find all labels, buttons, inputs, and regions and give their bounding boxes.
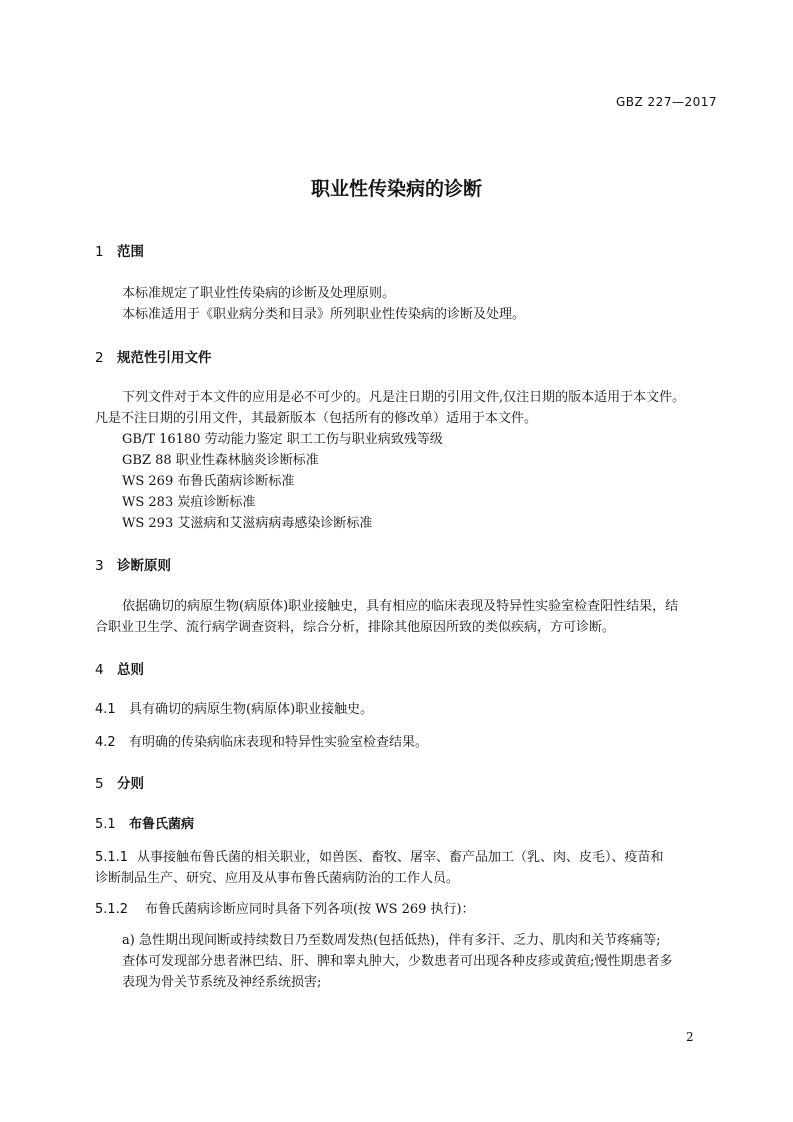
paragraph: 本标准规定了职业性传染病的诊断及处理原则。 [122, 286, 396, 301]
clause-4-1 [95, 698, 373, 717]
list-item-a: a) 急性期出现间断或持续数日乃至数周发热(包括低热)，伴有多汗、乏力、肌肉和关节疼痛等; [122, 933, 661, 948]
clause-number: 5.1.2 [95, 902, 129, 917]
section-title: 分则 [117, 776, 144, 792]
section-number: 3 [95, 558, 104, 574]
section-title: 规范性引用文件 [117, 350, 212, 366]
paragraph: 本标准适用于《职业病分类和目录》所列职业性传染病的诊断及处理。 [122, 307, 526, 322]
subsection-title: 布鲁氏菌病 [129, 817, 195, 832]
list-item-a-continuation: 查体可发现部分患者淋巴结、肝、脾和睾丸肿大，少数患者可出现各种皮疹或黄疸;慢性期患者多 [122, 954, 673, 969]
paragraph: 依据确切的病原生物(病原体)职业接触史，具有相应的临床表现及特异性实验室检查阳性结果，结 [122, 599, 679, 614]
section-number: 1 [95, 244, 104, 260]
section-heading-diagnosis-principle [95, 554, 171, 574]
clause-number: 4.2 [95, 735, 116, 750]
page-title: 职业性传染病的诊断 [310, 178, 482, 200]
section-heading-specific-rules [95, 772, 144, 792]
subsection-heading-brucellosis [95, 813, 194, 832]
paragraph: 下列文件对于本文件的应用是必不可少的。凡是注日期的引用文件,仅注日期的版本适用于本文件。 [122, 390, 686, 405]
clause-text: 从事接触布鲁氏菌的相关职业，如兽医、畜牧、屠宰、畜产品加工（乳、肉、皮毛）、疫苗和 [137, 850, 664, 865]
clause-text: 布鲁氏菌病诊断应同时具备下列各项(按 WS 269 执行)： [145, 902, 475, 917]
reference-item: WS 269 布鲁氏菌病诊断标准 [122, 474, 295, 489]
paragraph-continuation: 合职业卫生学、流行病学调查资料，综合分析，排除其他原因所致的类似疾病，方可诊断。 [95, 620, 616, 635]
subsection-number: 5.1 [95, 817, 116, 832]
section-title: 总则 [117, 662, 144, 678]
standard-code: GBZ 227—2017 [615, 95, 717, 109]
clause-4-2 [95, 731, 428, 750]
section-title: 范围 [117, 244, 144, 260]
section-heading-normative-references [95, 346, 212, 366]
section-heading-general [95, 658, 144, 678]
section-title: 诊断原则 [117, 558, 171, 574]
list-item-a-continuation: 表现为骨关节系统及神经系统损害; [122, 975, 322, 990]
clause-text: 有明确的传染病临床表现和特异性实验室检查结果。 [129, 735, 429, 750]
clause-number: 4.1 [95, 702, 116, 717]
reference-item: WS 283 炭疽诊断标准 [122, 495, 256, 510]
reference-item: WS 293 艾滋病和艾滋病病毒感染诊断标准 [122, 516, 373, 531]
page-number: 2 [686, 1030, 694, 1044]
section-number: 5 [95, 776, 104, 792]
reference-item: GBZ 88 职业性森林脑炎诊断标准 [122, 453, 319, 468]
reference-item: GB/T 16180 劳动能力鉴定 职工工伤与职业病致残等级 [122, 432, 443, 447]
section-number: 2 [95, 350, 104, 366]
clause-number: 5.1.1 [95, 850, 129, 865]
clause-5-1-2 [95, 898, 475, 917]
section-number: 4 [95, 662, 104, 678]
section-heading-scope [95, 240, 144, 260]
paragraph-continuation: 诊断制品生产、研究、应用及从事布鲁氏菌病防治的工作人员。 [95, 871, 460, 886]
clause-5-1-1 [95, 846, 664, 865]
clause-text: 具有确切的病原生物(病原体)职业接触史。 [129, 702, 374, 717]
paragraph-continuation: 凡是不注日期的引用文件，其最新版本（包括所有的修改单）适用于本文件。 [95, 411, 538, 426]
